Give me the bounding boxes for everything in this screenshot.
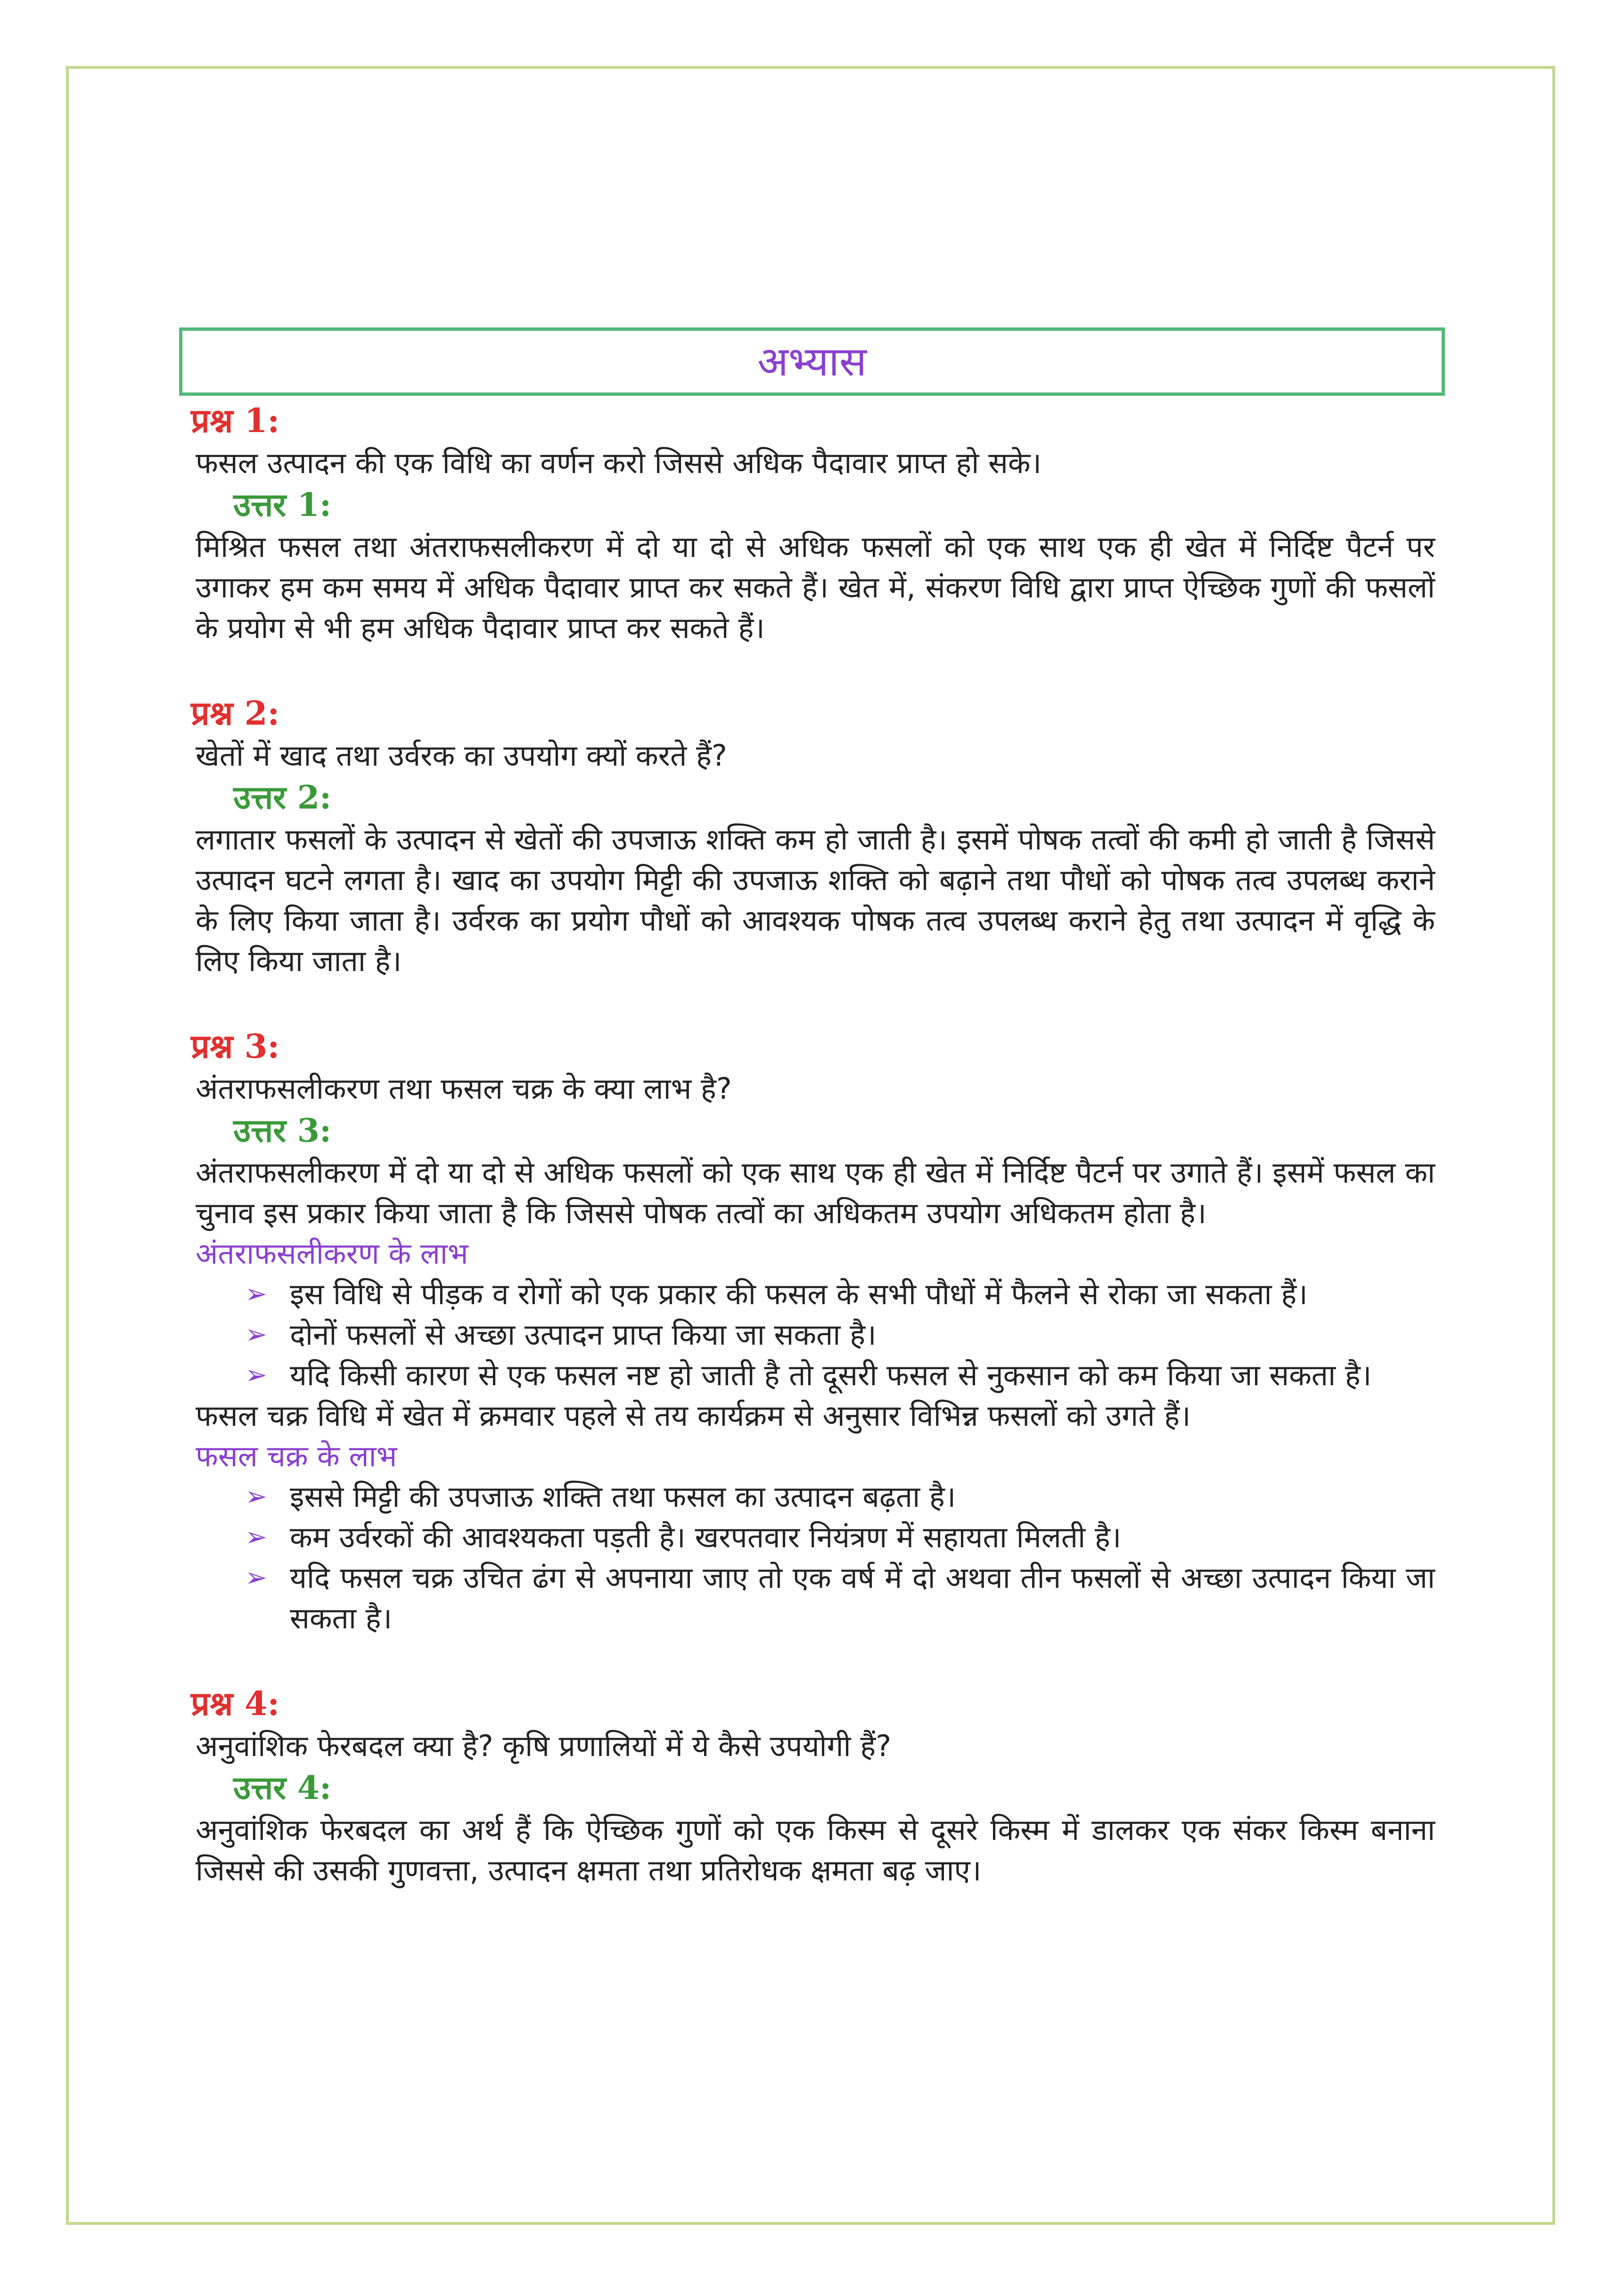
answer-label: उत्तर 2: xyxy=(233,779,332,817)
question-label: प्रश्न 2: xyxy=(191,694,280,733)
answer-label: उत्तर 3: xyxy=(233,1112,332,1150)
list-item-text: इस विधि से पीड़क व रोगों को एक प्रकार की फसल के सभी पौधों में फैलने से रोका जा सकता हैं। xyxy=(290,1277,1308,1311)
intercropping-benefits-heading: अंतराफसलीकरण के लाभ xyxy=(196,1236,468,1271)
question-label: प्रश्न 3: xyxy=(191,1027,280,1066)
question-text: फसल उत्पादन की एक विधि का वर्णन करो जिससे अधिक पैदावार प्राप्त हो सके। xyxy=(196,446,1042,480)
question-label: प्रश्न 4: xyxy=(191,1684,280,1723)
question-text: अनुवांशिक फेरबदल क्या है? कृषि प्रणालियों में ये कैसे उपयोगी हैं? xyxy=(196,1729,892,1763)
list-item-text: यदि फसल चक्र उचित ढंग से अपनाया जाए तो एक वर्ष में दो अथवा तीन फसलों से अच्छा उत्पादन किया जा सकता है। xyxy=(290,1561,1435,1635)
list-item-text: इससे मिट्टी की उपजाऊ शक्ति तथा फसल का उत्पादन बढ़ता है। xyxy=(290,1479,956,1514)
crop-rotation-benefits-list xyxy=(191,1477,1435,1639)
question-block-1 xyxy=(191,398,1435,648)
question-block-3 xyxy=(191,1024,1435,1639)
arrow-bullet-icon: ➢ xyxy=(245,1360,267,1390)
crop-rotation-benefits-heading: फसल चक्र के लाभ xyxy=(196,1439,397,1473)
list-item-text: कम उर्वरकों की आवश्यकता पड़ती है। खरपतवार नियंत्रण में सहायता मिलती है। xyxy=(290,1520,1122,1554)
question-text: अंतराफसलीकरण तथा फसल चक्र के क्या लाभ है? xyxy=(196,1071,732,1106)
answer-label: उत्तर 4: xyxy=(233,1769,332,1807)
content xyxy=(191,398,1435,1891)
question-block-4 xyxy=(191,1681,1435,1891)
arrow-bullet-icon: ➢ xyxy=(245,1279,267,1309)
arrow-bullet-icon: ➢ xyxy=(245,1481,267,1512)
list-item xyxy=(245,1315,1435,1355)
arrow-bullet-icon: ➢ xyxy=(245,1562,267,1593)
intercropping-benefits-list xyxy=(191,1274,1435,1396)
answer-text: अंतराफसलीकरण में दो या दो से अधिक फसलों को एक साथ एक ही खेत में निर्दिष्ट पैटर्न पर उगाते हैं। इसमें फसल का चुनाव इस प्रकार किया जाता है कि जिससे पोषक तत्वों का अधिकतम उपयोग अधिकतम होता है। xyxy=(196,1155,1435,1230)
list-item xyxy=(245,1355,1435,1396)
answer-label: उत्तर 1: xyxy=(233,486,332,524)
arrow-bullet-icon: ➢ xyxy=(245,1319,267,1350)
answer-text: मिश्रित फसल तथा अंतराफसलीकरण में दो या दो से अधिक फसलों को एक साथ एक ही खेत में निर्दिष्ट पैटर्न पर उगाकर हम कम समय में अधिक पैदावार प्राप्त कर सकते हैं। खेत में, संकरण विधि द्वारा प्राप्त ऐच्छिक गुणों की फसलों के प्रयोग से भी हम अधिक पैदावार प्राप्त कर सकते हैं। xyxy=(196,530,1435,645)
list-item xyxy=(245,1274,1435,1315)
question-label: प्रश्न 1: xyxy=(191,401,280,440)
list-item xyxy=(245,1517,1435,1558)
list-item-text: यदि किसी कारण से एक फसल नष्ट हो जाती है तो दूसरी फसल से नुकसान को कम किया जा सकता है। xyxy=(290,1358,1372,1392)
spacer xyxy=(191,648,1435,691)
list-item xyxy=(245,1558,1435,1639)
list-item-text: दोनों फसलों से अच्छा उत्पादन प्राप्त किया जा सकता है। xyxy=(290,1317,877,1352)
title-box xyxy=(179,327,1445,396)
question-text: खेतों में खाद तथा उर्वरक का उपयोग क्यों करते हैं? xyxy=(196,738,727,773)
page-title: अभ्यास xyxy=(757,338,867,385)
question-block-2 xyxy=(191,691,1435,981)
answer-text: अनुवांशिक फेरबदल का अर्थ हैं कि ऐच्छिक गुणों को एक किस्म से दूसरे किस्म में डालकर एक संकर किस्म बनाना जिससे की उसकी गुणवत्ता, उत्पादन क्षमता तथा प्रतिरोधक क्षमता बढ़ जाए। xyxy=(196,1813,1435,1887)
arrow-bullet-icon: ➢ xyxy=(245,1522,267,1552)
crop-rotation-text: फसल चक्र विधि में खेत में क्रमवार पहले से तय कार्यक्रम से अनुसार विभिन्न फसलों को उगते हैं। xyxy=(196,1398,1191,1433)
answer-text: लगातार फसलों के उत्पादन से खेतों की उपजाऊ शक्ति कम हो जाती है। इसमें पोषक तत्वों की कमी हो जाती है जिससे उत्पादन घटने लगता है। खाद का उपयोग मिट्टी की उपजाऊ शक्ति को बढ़ाने तथा पौधों को पोषक तत्व उपलब्ध कराने के लिए किया जाता है। उर्वरक का प्रयोग पौधों को आवश्यक पोषक तत्व उपलब्ध कराने हेतु तथा उत्पादन में वृद्धि के लिए किया जाता है। xyxy=(196,822,1435,978)
spacer xyxy=(191,981,1435,1024)
list-item xyxy=(245,1477,1435,1517)
spacer xyxy=(191,1639,1435,1681)
